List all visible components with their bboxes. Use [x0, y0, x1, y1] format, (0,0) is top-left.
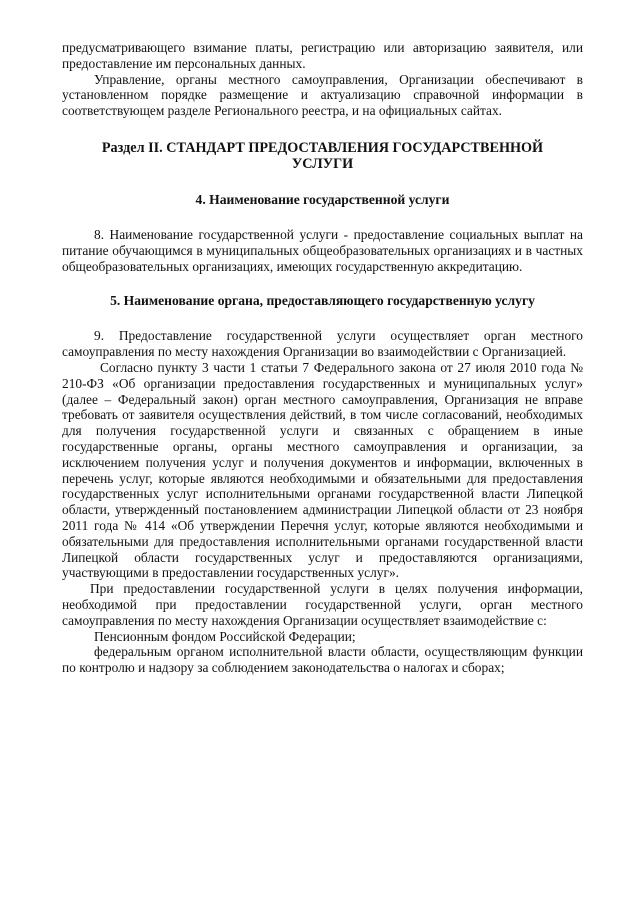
paragraph-9: 9. Предоставление государственной услуги осуществляет орган местного самоуправления по месту нахождения Организации во взаимодействии с Организацией.: [62, 328, 583, 360]
subsection-4-title: 4. Наименование государственной услуги: [195, 191, 450, 207]
section-title: Раздел II. СТАНДАРТ ПРЕДОСТАВЛЕНИЯ ГОСУДАРСТВЕННОЙ УСЛУГИ: [101, 139, 544, 173]
intro-paragraph-continuation: предусматривающего взимание платы, регистрацию или авторизацию заявителя, или предоставление им персональных данных.: [62, 40, 583, 71]
intro-paragraph-sites: Управление, органы местного самоуправления, Организации обеспечивают в установленном порядке размещение и актуализацию справочной информации в соответствующем разделе Регионального реестра, и на официальных сайтах.: [62, 71, 583, 119]
list-item-pension-fund: Пенсионным фондом Российской Федерации;: [94, 628, 356, 644]
subsection-5-title: 5. Наименование органа, предоставляющего государственную услугу: [110, 293, 535, 309]
paragraph-interaction: При предоставлении государственной услуги в целях получения информации, необходимой при предоставлении государственной услуги, орган местного самоуправления по месту нахождения Организации осуществляет взаимодействие с:: [62, 581, 583, 628]
list-item-tax-authority: федеральным органом исполнительной власти области, осуществляющим функции по контролю и надзору за соблюдением законодательства о налогах и сборах;: [62, 644, 583, 676]
paragraph-8: 8. Наименование государственной услуги - предоставление социальных выплат на питание обучающимся в муниципальных общеобразовательных организациях и в частных общеобразовательных организациях, имеющих государственную аккредитацию.: [62, 226, 583, 274]
paragraph-federal-law: Согласно пункту 3 части 1 статьи 7 Федерального закона от 27 июля 2010 года № 210-ФЗ «Об организации предоставления государственных и муниципальных услуг» (далее – Федеральный закон) орган местного самоуправления, Организация не вправе требовать от заявителя осуществления действий, в том числе согласований, необходимых для получения государственной услуги и связанных с обращением в иные государственные органы, органы местного самоуправления и организации, за исключением получения услуг и получения документов и информации, включенных в перечень услуг, которые являются необходимыми и обязательными для предоставления государственных услуг исполнительными органами государственной власти Липецкой области, утвержденный постановлением администрации Липецкой области от 23 ноября 2011 года № 414 «Об утверждении Перечня услуг, которые являются необходимыми и обязательными для предоставления исполнительными органами государственной власти Липецкой области государственных услуг и предоставляются организациями, участвующими в предоставлении государственных услуг».: [62, 359, 583, 581]
